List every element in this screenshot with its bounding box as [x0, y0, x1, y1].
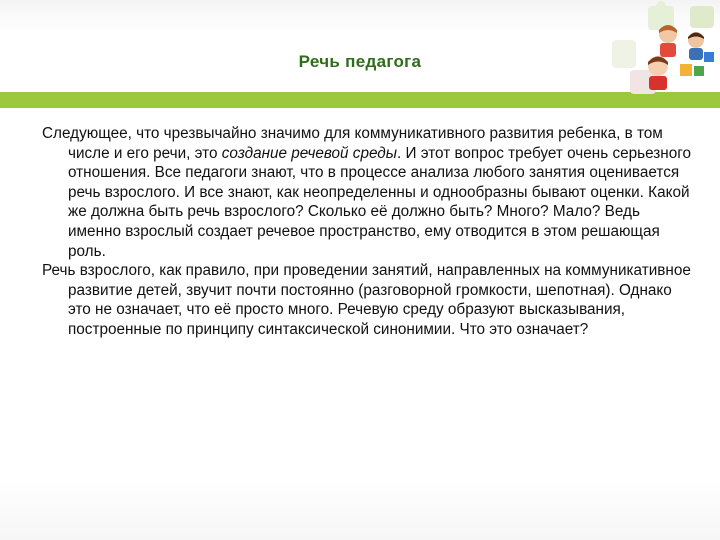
child-figure-2: [648, 56, 668, 90]
puzzle-children-illustration: [608, 0, 720, 108]
paragraph-1-text-end: . И этот вопрос требует очень серьезного отношения. Все педагоги знают, что в процессе анализа любого занятия оценивается речь взрослого. И все знают, как неопределенны и однообразны бывают оценки. Какой же должна быть речь взрослого? Сколько её должно быть? Много? Мало? Ведь именно взрослый создает речевое пространство, ему отводится в этом решающая роль.: [68, 144, 691, 260]
toy-block: [680, 64, 692, 76]
slide-title: Речь педагога: [298, 52, 422, 71]
paragraph-2: Речь взрослого, как правило, при проведении занятий, направленных на коммуникативное развитие детей, звучит почти постоянно (разговорной громкости, шепотная). Однако это не означает, что её просто много. Речевую среду образуют высказывания, построенные по принципу синтаксической синонимии. Что это означает?: [42, 262, 691, 338]
paragraph-1-text: Следующее, что чрезвычайно значимо для коммуникативного развития ребенка, в том числе и его речи, это: [42, 125, 663, 162]
puzzle-piece: [612, 40, 636, 68]
toy-block: [704, 52, 714, 62]
puzzle-piece: [656, 1, 666, 11]
child-figure-3: [688, 32, 704, 60]
paragraph-1: [42, 124, 692, 261]
paragraph-1-emphasis: создание речевой среды: [221, 144, 397, 162]
body-text: [42, 124, 692, 340]
puzzle-piece: [690, 6, 714, 28]
child-figure-1: [659, 25, 677, 57]
toy-block: [694, 66, 704, 76]
